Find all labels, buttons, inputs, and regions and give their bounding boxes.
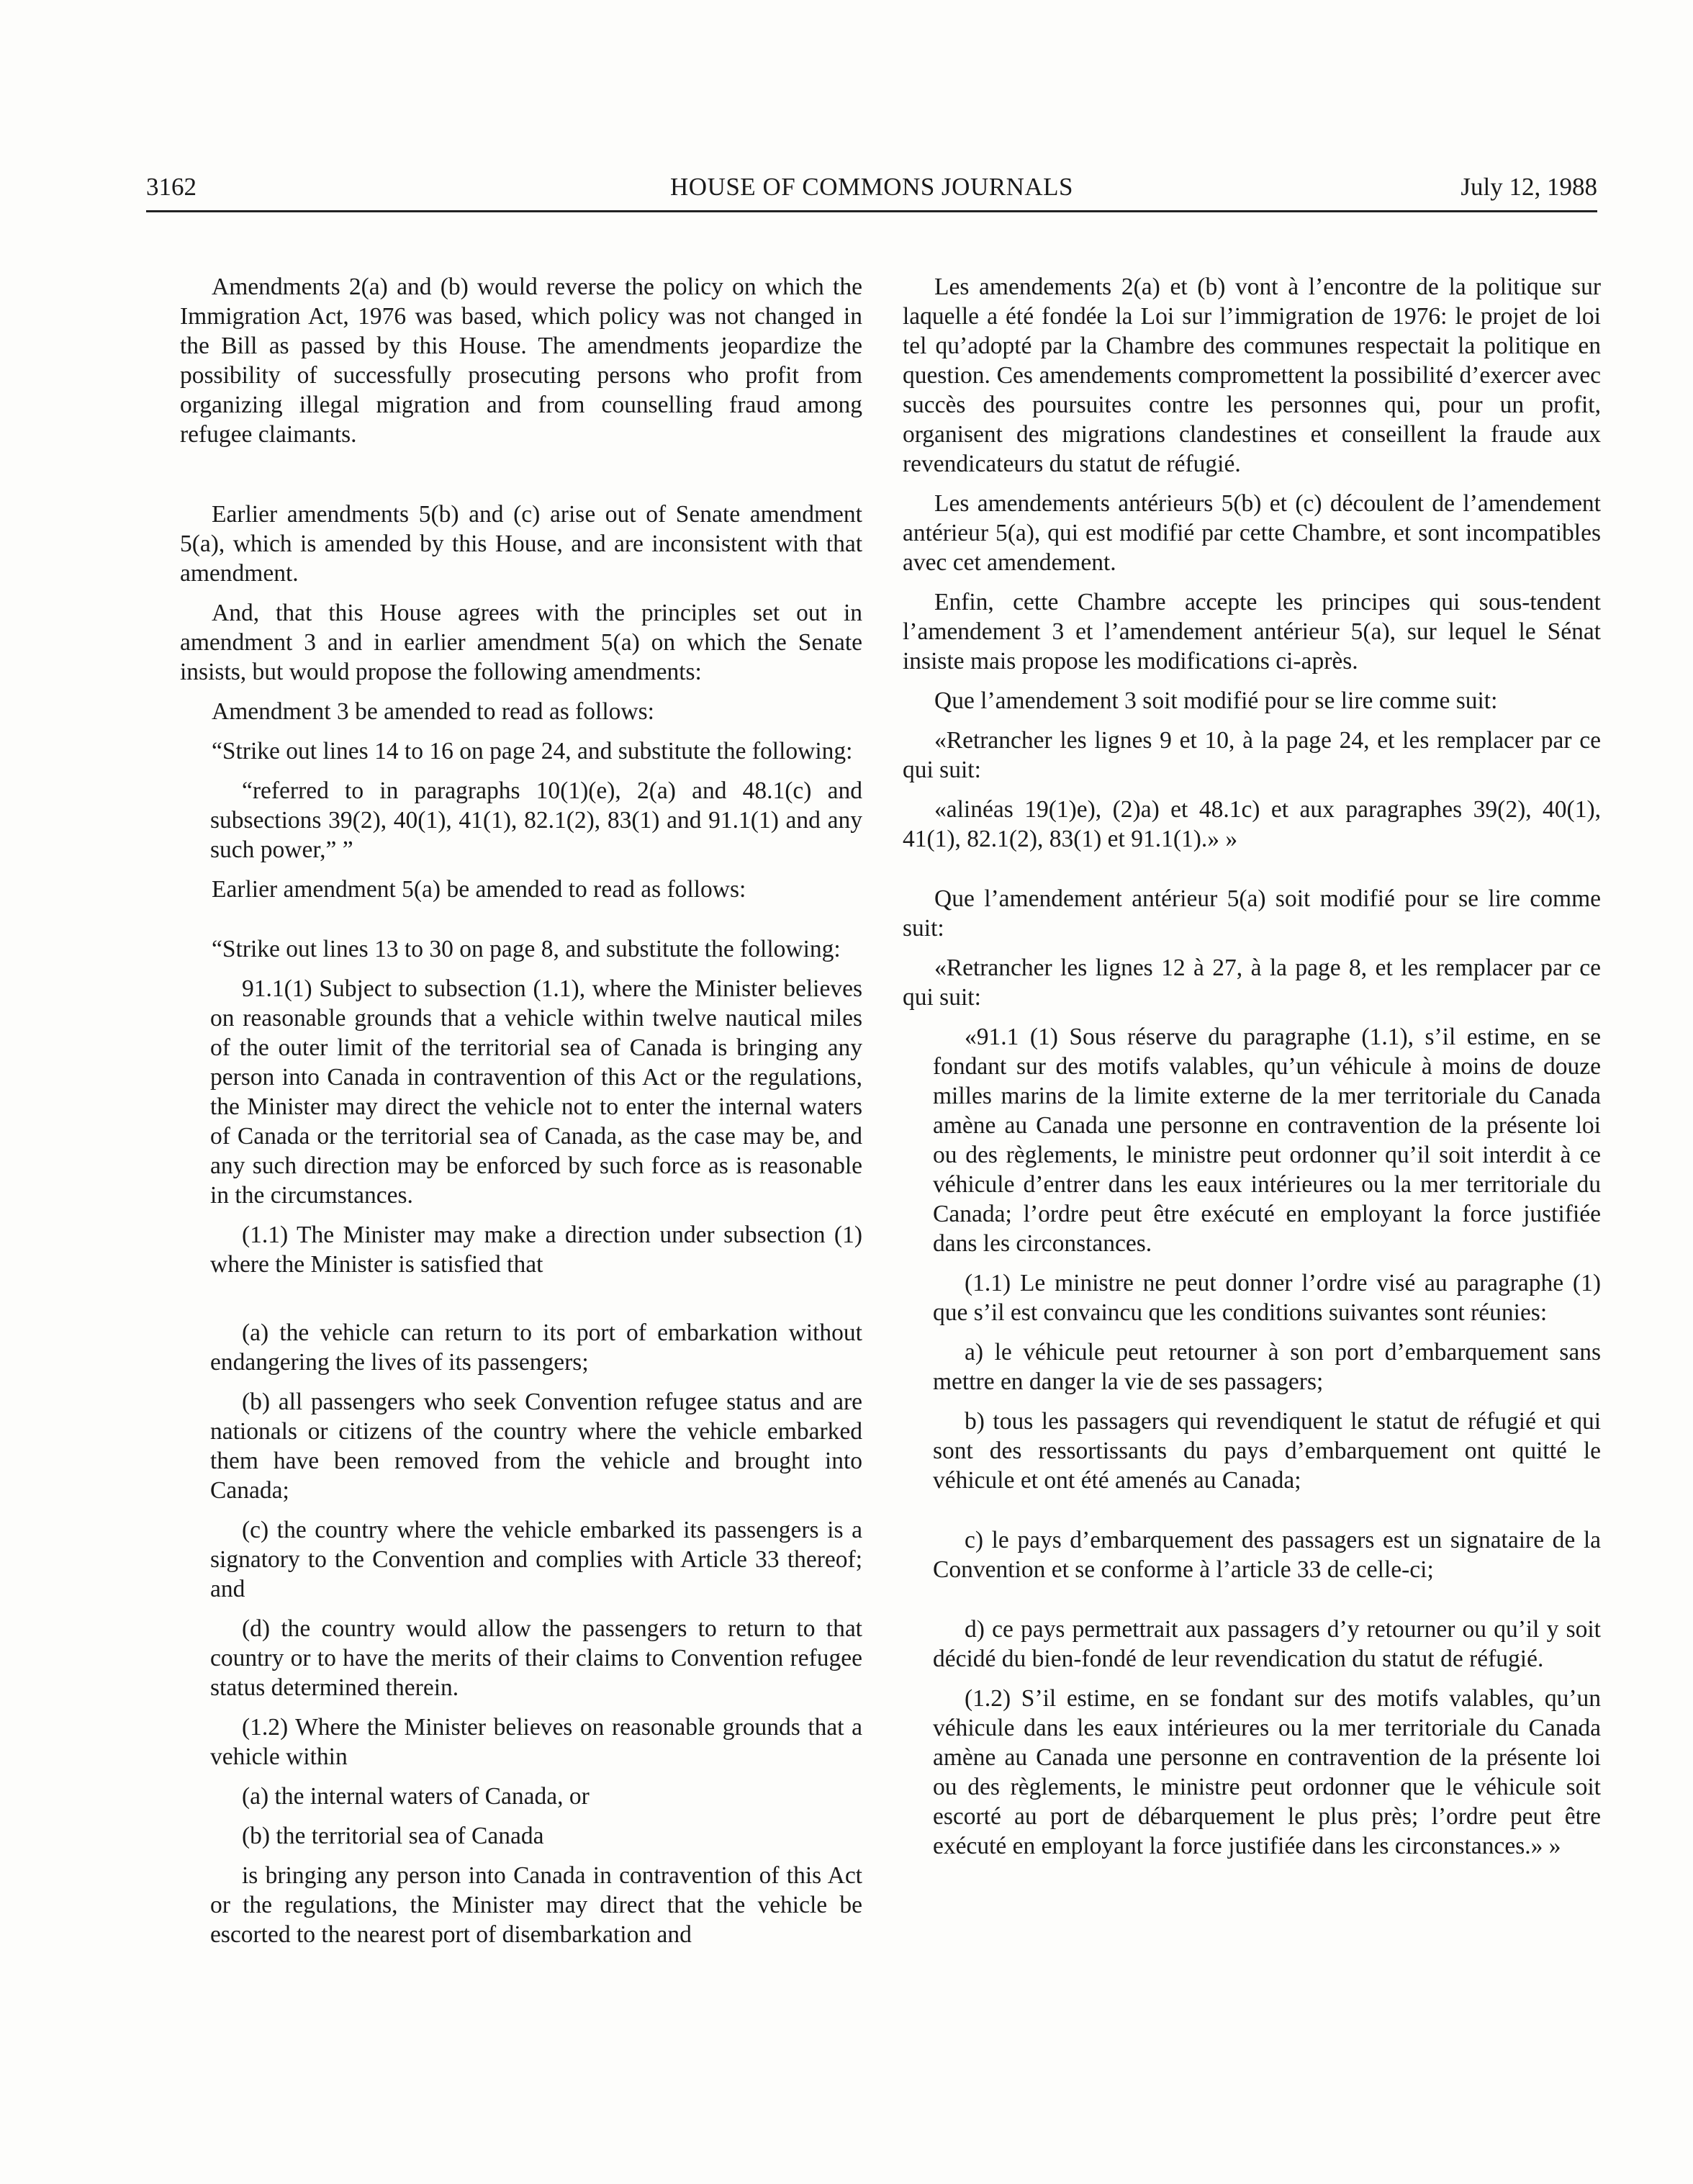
paragraph: «Retrancher les lignes 9 et 10, à la page 24, et les remplacer par ce qui suit: xyxy=(903,727,1601,783)
section-text: 91.1(1) Subject to subsection (1.1), where the Minister believes on reasonable grounds that a vehicle within twelve nautical miles of the outer limit of the territorial sea of Canada is bringing any person into Canada in contravention of this Act or the regulations, the Minister may direct the vehicle not to enter the internal waters of Canada or the territorial sea of Canada, as the case may be, and any such direction may be enforced by such force as is reasonable in the circumstances. xyxy=(210,975,862,1209)
clause-text: c) le pays d’embarquement des passagers est un signataire de la Convention et se conforme à l’article 33 de celle-ci; xyxy=(933,1527,1601,1583)
paragraph: «Retrancher les lignes 12 à 27, à la page 8, et les remplacer par ce qui suit: xyxy=(903,955,1601,1011)
paragraph: “Strike out lines 14 to 16 on page 24, and substitute the following: xyxy=(212,738,853,764)
quoted-text: «alinéas 19(1)e), (2)a) et 48.1c) et aux paragraphes 39(2), 40(1), 41(1), 82.1(2), 83(1) et 91.1(1).» » xyxy=(903,796,1601,852)
section-text: is bringing any person into Canada in contravention of this Act or the regulations, the Minister may direct that the vehicle be escorted to the nearest port of disembarkation and xyxy=(210,1862,862,1948)
paragraph: Earlier amendment 5(a) be amended to read as follows: xyxy=(212,876,746,903)
section-text: (1.2) S’il estime, en se fondant sur des motifs valables, qu’un véhicule dans les eaux intérieures ou la mer territoriale du Canada amène au Canada une personne en contravention de la présente loi ou des règlements, le ministre peut ordonner que le véhicule soit escorté au port de débarquement le plus près; l’ordre peut être exécuté en employant la force justifiée dans les circonstances.» » xyxy=(933,1685,1601,1859)
clause-text: (c) the country where the vehicle embarked its passengers is a signatory to the Convention and complies with Article 33 thereof; and xyxy=(210,1517,862,1602)
paragraph: Les amendements 2(a) et (b) vont à l’encontre de la politique sur laquelle a été fondée la Loi sur l’immigration de 1976: le projet de loi tel qu’adopté par la Chambre des communes respectait la politique en question. Ces amendements compromettent la possibilité d’exercer avec succès des poursuites contre les personnes qui, pour un profit, organisent des migrations clandestines et conseillent la fraude aux revendicateurs du statut de réfugié. xyxy=(903,274,1601,477)
clause-text: (b) all passengers who seek Convention refugee status and are nationals or citizens of the country where the vehicle embarked them have been removed from the vehicle and brought into Canada; xyxy=(210,1389,862,1504)
english-column xyxy=(180,272,862,1959)
clause-text: a) le véhicule peut retourner à son port d’embarquement sans mettre en danger la vie de ses passagers; xyxy=(933,1339,1601,1395)
paragraph: Que l’amendement antérieur 5(a) soit modifié pour se lire comme suit: xyxy=(903,885,1601,942)
clause-text: d) ce pays permettrait aux passagers d’y retourner ou qu’il y soit décidé du bien-fondé de leur revendication du statut de réfugié. xyxy=(933,1616,1601,1672)
page-number: 3162 xyxy=(146,173,197,201)
section-text: (1.2) Where the Minister believes on reasonable grounds that a vehicle within xyxy=(210,1714,862,1770)
page-header xyxy=(146,170,1597,212)
paragraph: Enfin, cette Chambre accepte les principes qui sous-tendent l’amendement 3 et l’amendement antérieur 5(a), sur lequel le Sénat insiste mais propose les modifications ci-après. xyxy=(903,589,1601,674)
clause-text: (a) the vehicle can return to its port of embarkation without endangering the lives of its passengers; xyxy=(210,1319,862,1376)
paragraph: And, that this House agrees with the principles set out in amendment 3 and in earlier amendment 5(a) on which the Senate insists, but would propose the following amendments: xyxy=(180,600,862,685)
journal-title: HOUSE OF COMMONS JOURNALS xyxy=(670,173,1073,201)
paragraph: Amendments 2(a) and (b) would reverse the policy on which the Immigration Act, 1976 was based, which policy was not changed in the Bill as passed by this House. The amendments jeopardize the possibility of successfully prosecuting persons who profit from organizing illegal migration and from counselling fraud among refugee claimants. xyxy=(180,274,862,448)
paragraph: “Strike out lines 13 to 30 on page 8, and substitute the following: xyxy=(212,936,841,962)
clause-text: (b) the territorial sea of Canada xyxy=(242,1823,544,1849)
paragraph: Amendment 3 be amended to read as follows: xyxy=(212,698,654,725)
section-text: (1.1) Le ministre ne peut donner l’ordre visé au paragraphe (1) que s’il est convaincu que les conditions suivantes sont réunies: xyxy=(933,1270,1601,1326)
clause-text: (a) the internal waters of Canada, or xyxy=(242,1783,590,1810)
paragraph: Que l’amendement 3 soit modifié pour se lire comme suit: xyxy=(934,687,1498,714)
section-text: (1.1) The Minister may make a direction under subsection (1) where the Minister is satisfied that xyxy=(210,1222,862,1278)
journal-date: July 12, 1988 xyxy=(1461,173,1597,201)
clause-text: b) tous les passagers qui revendiquent le statut de réfugié et qui sont des ressortissants du pays d’embarquement ont quitté le véhicule et ont été amenés au Canada; xyxy=(933,1408,1601,1494)
paragraph: Les amendements antérieurs 5(b) et (c) découlent de l’amendement antérieur 5(a), qui est modifié par cette Chambre, et sont incompatibles avec cet amendement. xyxy=(903,490,1601,576)
french-column xyxy=(903,272,1601,1871)
section-text: «91.1 (1) Sous réserve du paragraphe (1.1), s’il estime, en se fondant sur des motifs valables, qu’un véhicule à moins de douze milles marins de la limite externe de la mer territoriale du Canada amène au Canada une personne en contravention de la présente loi ou des règlements, le ministre peut ordonner qu’il soit interdit à ce véhicule d’entrer dans les eaux intérieures ou la mer territoriale du Canada; l’ordre peut être exécuté en employant la force justifiée dans les circonstances. xyxy=(933,1024,1601,1257)
clause-text: (d) the country would allow the passengers to return to that country or to have the merits of their claims to Convention refugee status determined therein. xyxy=(210,1615,862,1701)
paragraph: Earlier amendments 5(b) and (c) arise out of Senate amendment 5(a), which is amended by this House, and are inconsistent with that amendment. xyxy=(180,501,862,587)
quoted-text: “referred to in paragraphs 10(1)(e), 2(a) and 48.1(c) and subsections 39(2), 40(1), 41(1), 82.1(2), 83(1) and 91.1(1) and any such power,” ” xyxy=(210,777,862,863)
